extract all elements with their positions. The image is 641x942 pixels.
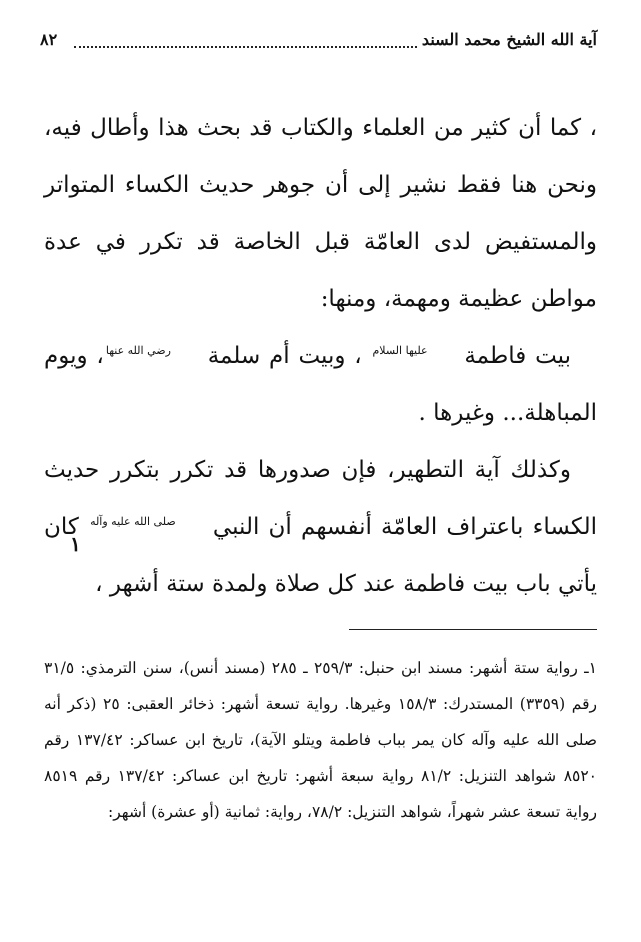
paragraph-text: ، وبيت أم سلمة (207, 343, 362, 369)
body-paragraph (44, 442, 597, 613)
paragraph-text: ، ويوم المباهلة... وغيرها . (44, 343, 597, 426)
footnote (44, 650, 597, 830)
header-title: آية الله الشيخ محمد السند (418, 30, 597, 49)
paragraph-text: ، كما أن كثير من العلماء والكتاب قد بحث هذا وأطال فيه، ونحن هنا فقط نشير إلى أن جوهر حديث الكساء المتواتر والمستفيض لدى العامّة قبل الخاصة قد تكرر في عدة مواطن عظيمة ومهمة، ومنها: (44, 115, 597, 312)
paragraph-text: وكذلك آية التطهير، فإن صدورها قد تكرر بتكرر حديث الكساء باعتراف العامّة أنفسهم أن النبي (44, 457, 598, 540)
main-body-text (44, 100, 597, 613)
page-number: ٨٢ (40, 30, 61, 49)
honorific-glyph: صلى الله عليه وآله (90, 515, 176, 529)
body-paragraph (44, 328, 597, 442)
footnote-text: ١ـ رواية ستة أشهر: مسند ابن حنبل: ٢٥٩/٣ ـ ٢٨٥ (مسند أنس)، سنن الترمذي: ٣١/٥ رقم (٣٣٥٩) المستدرك: ١٥٨/٣ وغيرها. رواية تسعة أشهر: ذخائر العقبى: ٢٥ (ذكر أنه صلى الله عليه وآله كان يمر بباب فاطمة ويتلو الآية)، تاريخ ابن عساكر: ١٣٧/٤٢ رقم ٨٥٢٠ شواهد التنزيل: ٨١/٢ رواية سبعة أشهر: تاريخ ابن عساكر: ١٣٧/٤٢ رقم ٨٥١٩ رواية تسعة عشر شهراً، شواهد التنزيل: ٧٨/٢، رواية: ثمانية (أو عشرة) أشهر: (44, 659, 598, 821)
honorific-glyph: عليها السلام (372, 344, 428, 358)
running-header (40, 30, 597, 56)
footnote-divider (349, 629, 597, 630)
footnote-marker: ١ (70, 532, 81, 556)
body-paragraph (44, 100, 597, 328)
paragraph-text: بيت فاطمة (464, 343, 571, 369)
honorific-glyph: رضي الله عنها (105, 344, 171, 358)
header-dotted-leader (74, 46, 417, 48)
paragraph-text: كان يأتي باب بيت فاطمة عند كل صلاة ولمدة ستة أشهر ، (44, 514, 597, 597)
